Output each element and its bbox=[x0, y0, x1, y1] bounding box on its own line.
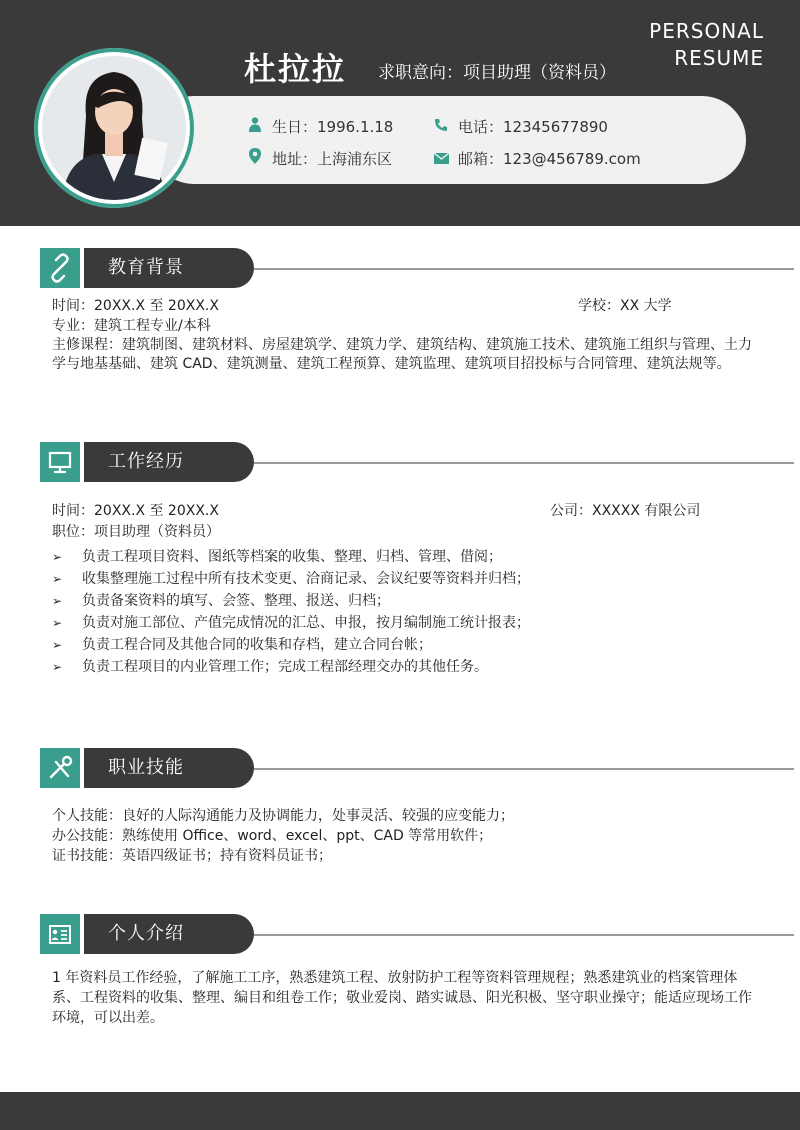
skill-personal: 个人技能：良好的人际沟通能力及协调能力，处事灵活、较强的应变能力； bbox=[52, 808, 514, 824]
location-pin-icon bbox=[246, 148, 264, 168]
email-text: 邮箱：123@456789.com bbox=[458, 150, 641, 168]
section-divider bbox=[254, 934, 794, 936]
list-item bbox=[52, 612, 530, 634]
work-company: 公司：XXXXX 有限公司 bbox=[550, 503, 701, 519]
section-title: 工作经历 bbox=[108, 451, 184, 472]
arrow-bullet-icon: ➢ bbox=[52, 660, 63, 674]
arrow-bullet-icon: ➢ bbox=[52, 638, 63, 652]
section-title: 个人介绍 bbox=[108, 923, 184, 944]
duty-text: 负责对施工部位、产值完成情况的汇总、申报，按月编制施工统计报表； bbox=[82, 615, 530, 631]
resume-text: RESUME bbox=[674, 46, 764, 70]
duty-text: 负责工程项目的内业管理工作；完成工程部经理交办的其他任务。 bbox=[82, 659, 488, 675]
candidate-name: 杜拉拉 bbox=[244, 50, 347, 88]
email-item bbox=[432, 148, 641, 169]
duty-text: 负责工程合同及其他合同的收集和存档，建立合同台帐； bbox=[82, 637, 432, 653]
work-time: 时间：20XX.X 至 20XX.X bbox=[52, 503, 219, 519]
arrow-bullet-icon: ➢ bbox=[52, 550, 63, 564]
arrow-bullet-icon: ➢ bbox=[52, 572, 63, 586]
work-section-header bbox=[40, 442, 756, 482]
arrow-bullet-icon: ➢ bbox=[52, 594, 63, 608]
monitor-icon bbox=[40, 442, 80, 482]
skill-office: 办公技能：熟练使用 Office、word、excel、ppt、CAD 等常用软件； bbox=[52, 828, 493, 844]
section-title: 职业技能 bbox=[108, 757, 184, 778]
phone-icon bbox=[432, 118, 450, 136]
list-item bbox=[52, 568, 530, 590]
tools-icon bbox=[40, 748, 80, 788]
contact-info-bar bbox=[150, 96, 746, 184]
personal-text: PERSONAL bbox=[649, 19, 764, 43]
list-item bbox=[52, 546, 530, 568]
work-duties-list bbox=[52, 546, 530, 678]
birthday-item bbox=[246, 116, 393, 137]
education-school: 学校：XX 大学 bbox=[578, 298, 672, 314]
list-item bbox=[52, 656, 530, 678]
duty-text: 收集整理施工过程中所有技术变更、洽商记录、会议纪要等资料并归档； bbox=[82, 571, 530, 587]
section-divider bbox=[254, 462, 794, 464]
arrow-bullet-icon: ➢ bbox=[52, 616, 63, 630]
intro-text: 1 年资料员工作经验，了解施工工序，熟悉建筑工程、放射防护工程等资料管理规程；熟悉建筑业的档案管理体系、工程资料的收集、整理、编目和组卷工作；敬业爱岗、踏实诚恳、阳光积极、坚守职业操守；能适应现场工作环境，可以出差。 bbox=[52, 970, 752, 1026]
work-position: 职位：项目助理（资料员） bbox=[52, 524, 220, 540]
job-intent: 求职意向：项目助理（资料员） bbox=[378, 63, 616, 83]
birthday-text: 生日：1996.1.18 bbox=[272, 118, 394, 136]
section-divider bbox=[254, 268, 794, 270]
phone-item bbox=[432, 116, 608, 137]
phone-text: 电话：12345677890 bbox=[458, 118, 608, 136]
education-section-header bbox=[40, 248, 756, 288]
person-icon bbox=[246, 117, 264, 136]
education-time: 时间：20XX.X 至 20XX.X bbox=[52, 298, 219, 314]
skills-section-header bbox=[40, 748, 756, 788]
section-divider bbox=[254, 768, 794, 770]
list-item bbox=[52, 590, 530, 612]
section-title: 教育背景 bbox=[108, 257, 184, 278]
education-courses: 主修课程：建筑制图、建筑材料、房屋建筑学、建筑力学、建筑结构、建筑施工技术、建筑施工组织与管理、土力学与地基基础、建筑 CAD、建筑测量、建筑工程预算、建筑监理、建筑项目招投标与合同管理、建筑法规等。 bbox=[52, 337, 752, 372]
envelope-icon bbox=[432, 150, 450, 168]
id-card-icon bbox=[40, 914, 80, 954]
list-item bbox=[52, 634, 530, 656]
address-item bbox=[246, 148, 392, 169]
intro-section-header bbox=[40, 914, 756, 954]
footer-bar bbox=[0, 1092, 800, 1130]
duty-text: 负责工程项目资料、图纸等档案的收集、整理、归档、管理、借阅； bbox=[82, 549, 502, 565]
skill-certificate: 证书技能：英语四级证书；持有资料员证书； bbox=[52, 848, 332, 864]
personal-resume-label bbox=[649, 18, 764, 72]
address-text: 地址：上海浦东区 bbox=[272, 150, 393, 168]
duty-text: 负责备案资料的填写、会签、整理、报送、归档； bbox=[82, 593, 390, 609]
link-icon bbox=[40, 248, 80, 288]
profile-photo bbox=[42, 56, 186, 200]
education-major: 专业：建筑工程专业/本科 bbox=[52, 318, 211, 334]
